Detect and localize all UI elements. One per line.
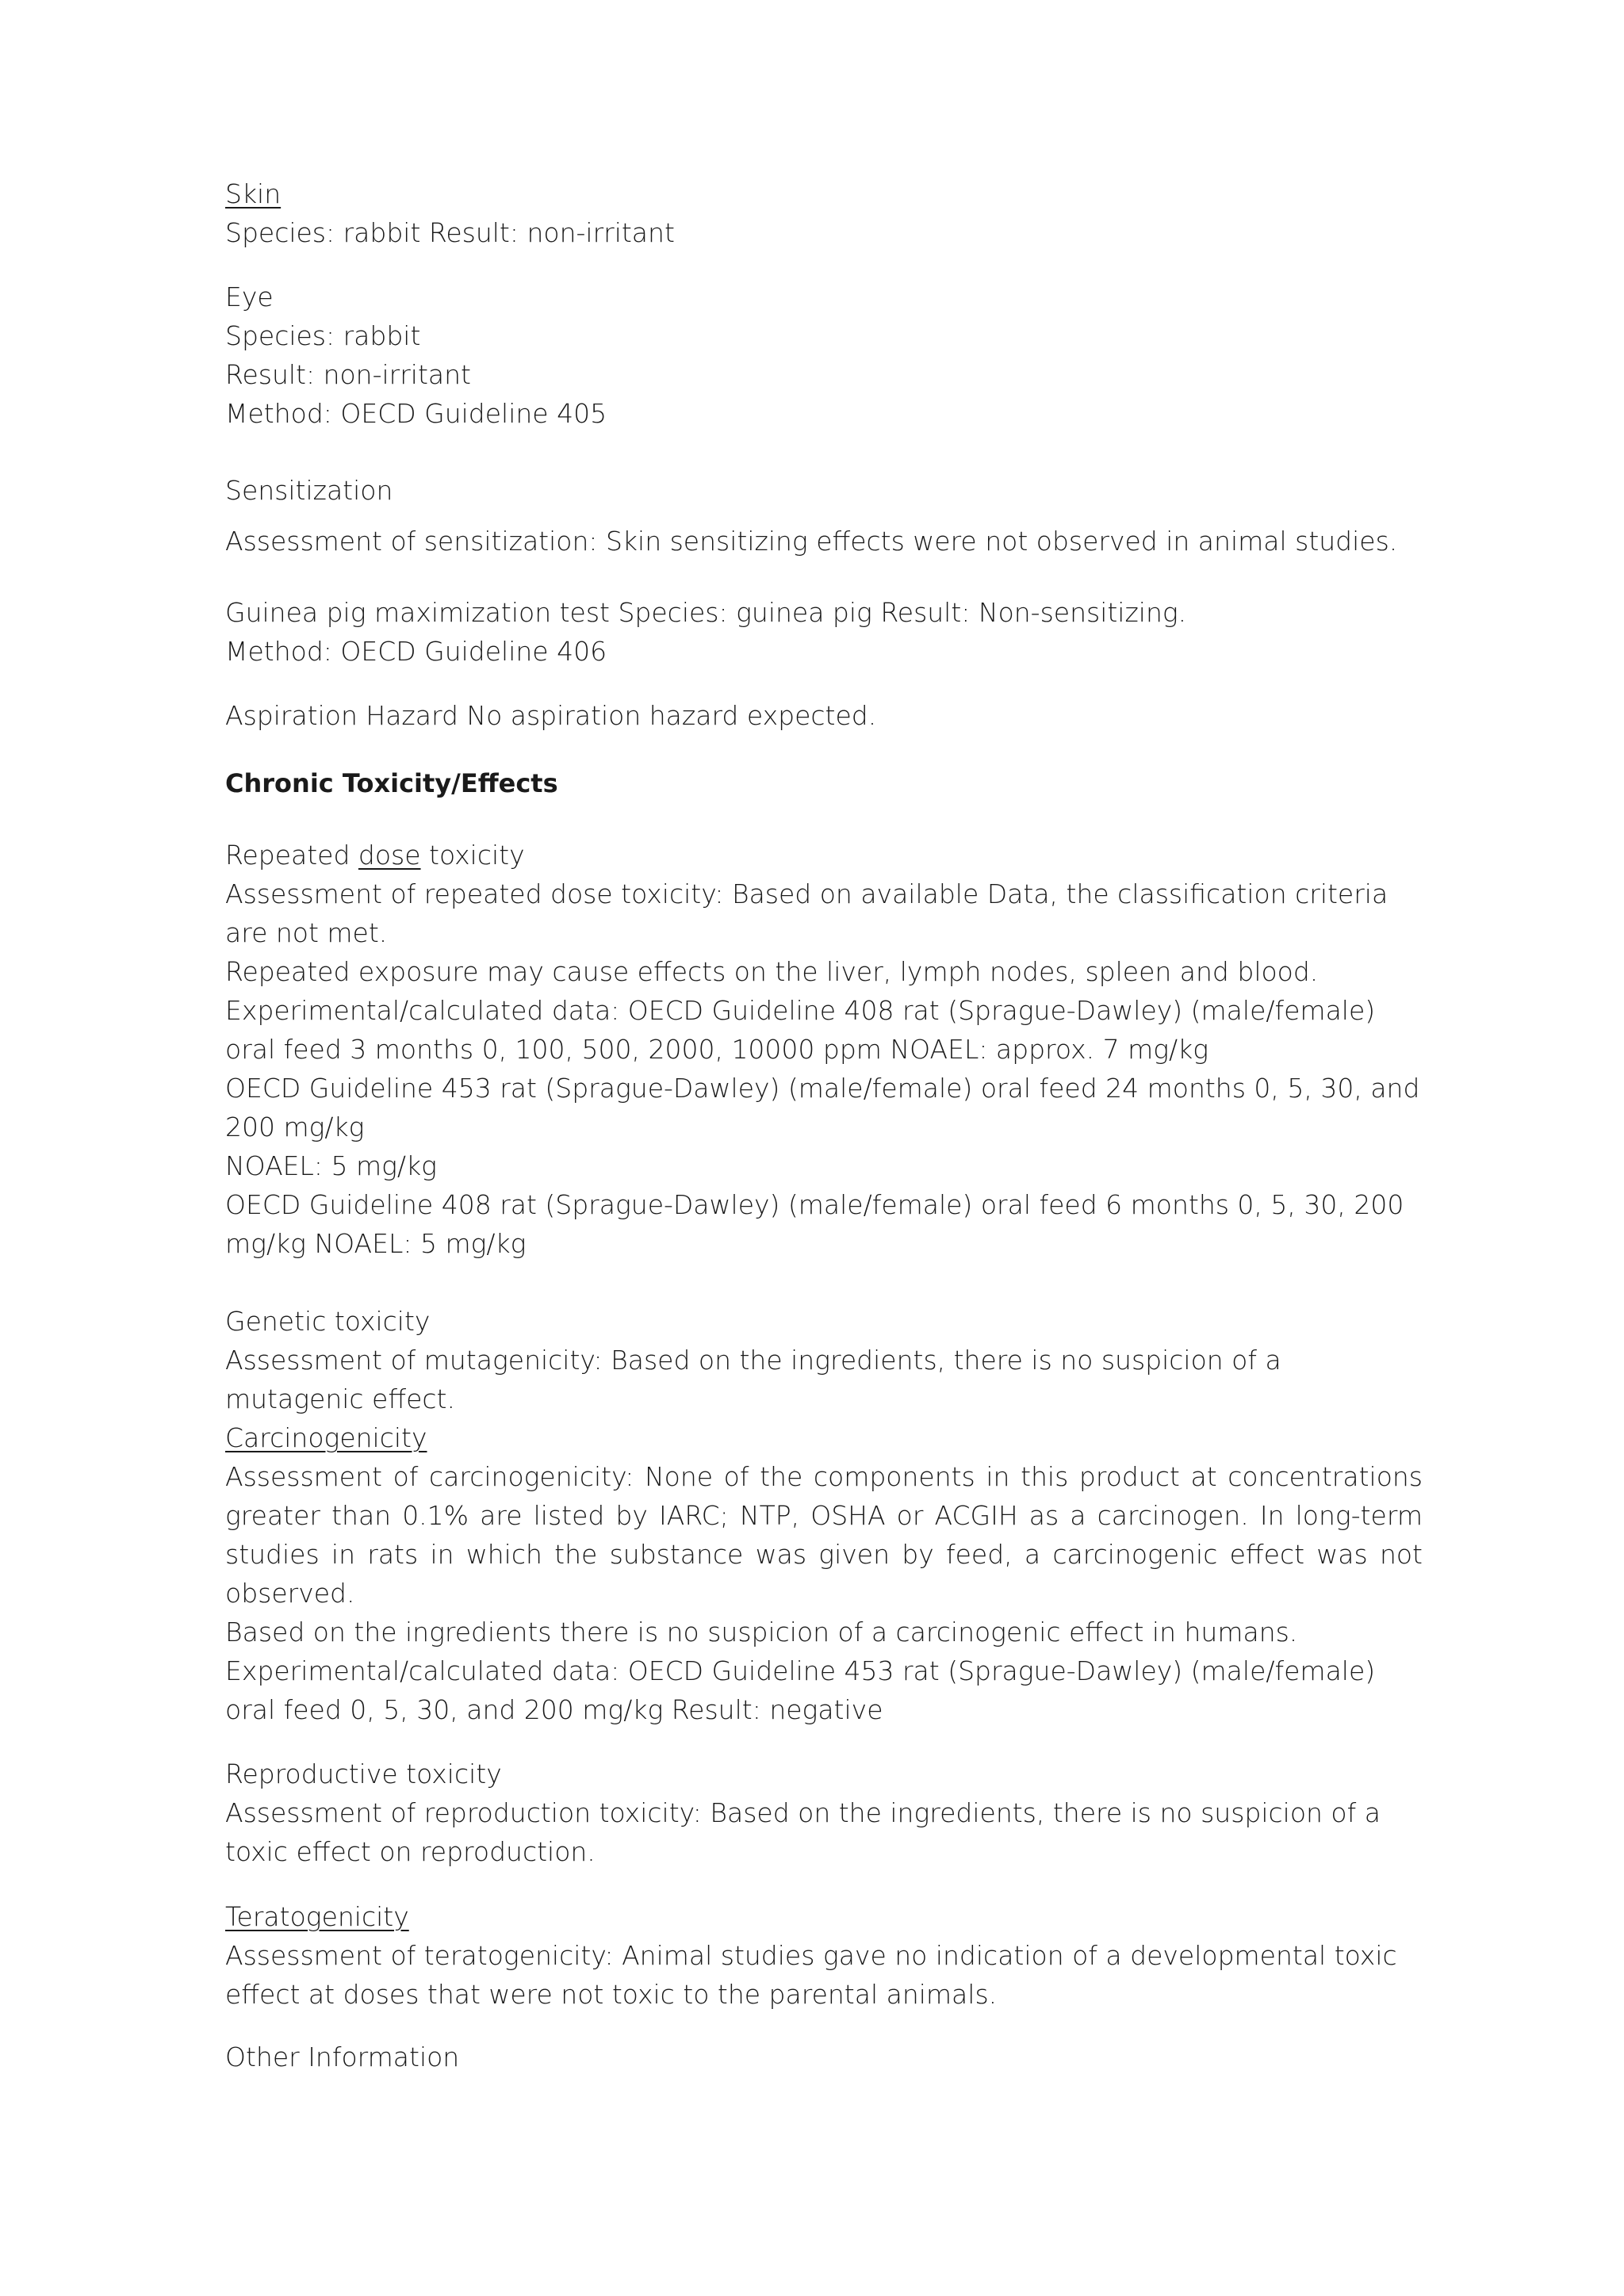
chronic-heading: Chronic Toxicity/Effects [225, 768, 558, 798]
sensitization-assessment: Assessment of sensitization: Skin sensitizing effects were not observed in animal studies. [225, 526, 1398, 557]
skin-heading: Skin [225, 178, 282, 209]
chronic-line-6: OECD Guideline 453 rat (Sprague-Dawley) (male/female) oral feed 24 months 0, 5, 30, and [225, 1073, 1420, 1104]
repeated-underlined: dose [358, 840, 421, 871]
repeated-prefix: Repeated [225, 840, 358, 871]
chronic-line-7: 200 mg/kg [225, 1112, 365, 1142]
sensitization-method: Method: OECD Guideline 406 [225, 636, 607, 667]
chronic-line-10: mg/kg NOAEL: 5 mg/kg [225, 1228, 527, 1259]
chronic-line-3: Repeated exposure may cause effects on the liver, lymph nodes, spleen and blood. [225, 956, 1319, 987]
carcinogenicity-line-2: Based on the ingredients there is no suspicion of a carcinogenic effect in humans. [225, 1617, 1298, 1647]
other-information-heading: Other Information [225, 2042, 460, 2072]
chronic-line-9: OECD Guideline 408 rat (Sprague-Dawley) (male/female) oral feed 6 months 0, 5, 30, 200 [225, 1189, 1404, 1220]
carcinogenicity-line-3: Experimental/calculated data: OECD Guideline 453 rat (Sprague-Dawley) (male/female) [225, 1655, 1376, 1686]
sensitization-heading: Sensitization [225, 475, 393, 506]
eye-result: Result: non-irritant [225, 359, 471, 390]
eye-method: Method: OECD Guideline 405 [225, 398, 607, 429]
carcinogenicity-line-1: observed. [225, 1578, 355, 1609]
skin-result: Species: rabbit Result: non-irritant [225, 217, 675, 248]
chronic-line-4: Experimental/calculated data: OECD Guideline 408 rat (Sprague-Dawley) (male/female) [225, 995, 1376, 1026]
eye-species: Species: rabbit [225, 320, 421, 351]
genetic-line-2: mutagenic effect. [225, 1383, 455, 1414]
carcinogenicity-justified-2: greater than 0.1% are listed by IARC; NTP, OSHA or ACGIH as a carcinogen. In long-term [225, 1500, 1423, 1531]
carcinogenicity-justified-3: studies in rats in which the substance was given by feed, a carcinogenic effect was not [225, 1539, 1423, 1570]
chronic-line-1: Assessment of repeated dose toxicity: Based on available Data, the classification criteria [225, 878, 1388, 909]
repeated-suffix: toxicity [420, 840, 525, 871]
eye-heading: Eye [225, 281, 274, 312]
carcinogenicity-justified-1: Assessment of carcinogenicity: None of the components in this product at concentrations [225, 1461, 1423, 1492]
reproductive-heading: Reproductive toxicity [225, 1758, 502, 1789]
reproductive-line-2: toxic effect on reproduction. [225, 1836, 596, 1867]
chronic-line-2: are not met. [225, 917, 388, 948]
genetic-heading: Genetic toxicity [225, 1306, 431, 1337]
sensitization-test: Guinea pig maximization test Species: guinea pig Result: Non-sensitizing. [225, 597, 1187, 628]
teratogenicity-line-2: effect at doses that were not toxic to the parental animals. [225, 1979, 998, 2010]
chronic-line-8: NOAEL: 5 mg/kg [225, 1150, 437, 1181]
aspiration-hazard: Aspiration Hazard No aspiration hazard expected. [225, 700, 877, 731]
reproductive-line-1: Assessment of reproduction toxicity: Based on the ingredients, there is no suspicion of a [225, 1797, 1381, 1828]
chronic-line-5: oral feed 3 months 0, 100, 500, 2000, 10000 ppm NOAEL: approx. 7 mg/kg [225, 1034, 1209, 1065]
teratogenicity-heading: Teratogenicity [225, 1901, 409, 1932]
genetic-line-1: Assessment of mutagenicity: Based on the ingredients, there is no suspicion of a [225, 1345, 1281, 1376]
carcinogenicity-line-4: oral feed 0, 5, 30, and 200 mg/kg Result: negative [225, 1694, 883, 1725]
teratogenicity-line-1: Assessment of teratogenicity: Animal studies gave no indication of a developmental toxic [225, 1940, 1397, 1971]
carcinogenicity-heading: Carcinogenicity [225, 1422, 427, 1453]
repeated-dose-heading [225, 836, 525, 874]
